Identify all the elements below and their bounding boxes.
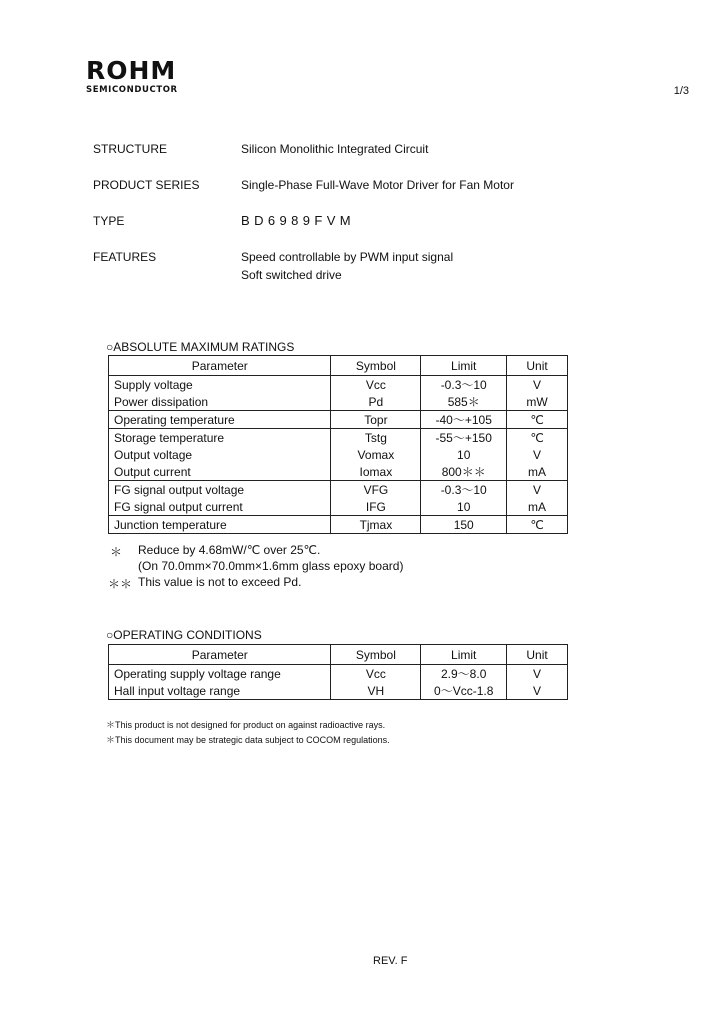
cell-unit: V bbox=[507, 481, 568, 499]
table-row bbox=[109, 376, 568, 394]
cell-unit: ℃ bbox=[507, 429, 568, 447]
header-limit: Limit bbox=[421, 356, 507, 376]
spec-value-product-series: Single-Phase Full-Wave Motor Driver for Fan Motor bbox=[241, 178, 514, 192]
cell-parameter: Operating temperature bbox=[109, 411, 331, 429]
cell-parameter: Power dissipation bbox=[109, 393, 331, 411]
cell-limit: -0.3～10 bbox=[421, 376, 507, 394]
cell-unit: V bbox=[507, 665, 568, 683]
table-row bbox=[109, 682, 568, 700]
header-parameter: Parameter bbox=[109, 356, 331, 376]
cell-parameter: Operating supply voltage range bbox=[109, 665, 331, 683]
cell-unit: V bbox=[507, 682, 568, 700]
cell-symbol: Vomax bbox=[331, 446, 421, 463]
header-unit: Unit bbox=[507, 356, 568, 376]
cell-limit: 0～Vcc-1.8 bbox=[421, 682, 507, 700]
note-text-2: (On 70.0mm×70.0mm×1.6mm glass epoxy board) bbox=[138, 559, 404, 573]
table-header-row bbox=[109, 645, 568, 665]
cell-unit: V bbox=[507, 376, 568, 394]
table-row bbox=[109, 463, 568, 481]
cell-limit: -40～+105 bbox=[421, 411, 507, 429]
cell-symbol: Tjmax bbox=[331, 516, 421, 534]
rohm-logo bbox=[86, 58, 178, 95]
table-row bbox=[109, 429, 568, 447]
note-mark-3: ＊＊ bbox=[108, 577, 133, 591]
header-parameter: Parameter bbox=[109, 645, 331, 665]
cell-unit: ℃ bbox=[507, 516, 568, 534]
spec-value-features-1: Speed controllable by PWM input signal bbox=[241, 250, 454, 264]
cell-symbol: IFG bbox=[331, 498, 421, 516]
cell-symbol: Vcc bbox=[331, 376, 421, 394]
table-row bbox=[109, 481, 568, 499]
cell-symbol: Vcc bbox=[331, 665, 421, 683]
cell-symbol: VFG bbox=[331, 481, 421, 499]
header-unit: Unit bbox=[507, 645, 568, 665]
footnote-2: ＊This document may be strategic data subject to COCOM regulations. bbox=[106, 735, 390, 745]
spec-label-features: FEATURES bbox=[93, 250, 157, 264]
spec-value-type: BD6989FVM bbox=[241, 213, 356, 228]
cell-symbol: Iomax bbox=[331, 463, 421, 481]
header-limit: Limit bbox=[421, 645, 507, 665]
op-cond-table bbox=[108, 644, 568, 700]
cell-limit: -55～+150 bbox=[421, 429, 507, 447]
spec-label-type: TYPE bbox=[93, 214, 125, 228]
cell-unit: mA bbox=[507, 463, 568, 481]
cell-limit: 10 bbox=[421, 446, 507, 463]
cell-parameter: Junction temperature bbox=[109, 516, 331, 534]
spec-label-product-series: PRODUCT SERIES bbox=[93, 178, 200, 192]
cell-parameter: Supply voltage bbox=[109, 376, 331, 394]
cell-unit: ℃ bbox=[507, 411, 568, 429]
note-mark-1: ＊ bbox=[110, 545, 123, 559]
header-symbol: Symbol bbox=[331, 645, 421, 665]
cell-limit: 800＊＊ bbox=[421, 463, 507, 481]
cell-symbol: Topr bbox=[331, 411, 421, 429]
header-symbol: Symbol bbox=[331, 356, 421, 376]
note-text-3: This value is not to exceed Pd. bbox=[138, 575, 302, 589]
revision-label: REV. F bbox=[373, 955, 408, 967]
cell-symbol: VH bbox=[331, 682, 421, 700]
cell-parameter: FG signal output voltage bbox=[109, 481, 331, 499]
cell-symbol: Tstg bbox=[331, 429, 421, 447]
cell-parameter: Output voltage bbox=[109, 446, 331, 463]
cell-limit: 2.9～8.0 bbox=[421, 665, 507, 683]
brand-subtitle: SEMICONDUCTOR bbox=[86, 85, 178, 95]
cell-limit: 10 bbox=[421, 498, 507, 516]
note-text-1: Reduce by 4.68mW/℃ over 25℃. bbox=[138, 543, 321, 557]
table-row bbox=[109, 446, 568, 463]
table-row bbox=[109, 498, 568, 516]
op-cond-title: ○OPERATING CONDITIONS bbox=[106, 628, 262, 642]
table-row bbox=[109, 516, 568, 534]
cell-unit: mW bbox=[507, 393, 568, 411]
cell-limit: -0.3～10 bbox=[421, 481, 507, 499]
cell-parameter: FG signal output current bbox=[109, 498, 331, 516]
cell-parameter: Output current bbox=[109, 463, 331, 481]
footnote-1: ＊This product is not designed for product on against radioactive rays. bbox=[106, 720, 386, 730]
abs-max-table bbox=[108, 355, 568, 534]
cell-limit: 585＊ bbox=[421, 393, 507, 411]
table-row bbox=[109, 665, 568, 683]
cell-unit: V bbox=[507, 446, 568, 463]
table-header-row bbox=[109, 356, 568, 376]
brand-name: ROHM bbox=[86, 56, 177, 85]
spec-value-structure: Silicon Monolithic Integrated Circuit bbox=[241, 142, 429, 156]
cell-limit: 150 bbox=[421, 516, 507, 534]
spec-value-features-2: Soft switched drive bbox=[241, 268, 342, 282]
spec-label-structure: STRUCTURE bbox=[93, 142, 167, 156]
cell-parameter: Storage temperature bbox=[109, 429, 331, 447]
page-number: 1/3 bbox=[673, 85, 689, 97]
abs-max-title: ○ABSOLUTE MAXIMUM RATINGS bbox=[106, 340, 295, 354]
table-row bbox=[109, 411, 568, 429]
cell-unit: mA bbox=[507, 498, 568, 516]
cell-parameter: Hall input voltage range bbox=[109, 682, 331, 700]
table-row bbox=[109, 393, 568, 411]
cell-symbol: Pd bbox=[331, 393, 421, 411]
